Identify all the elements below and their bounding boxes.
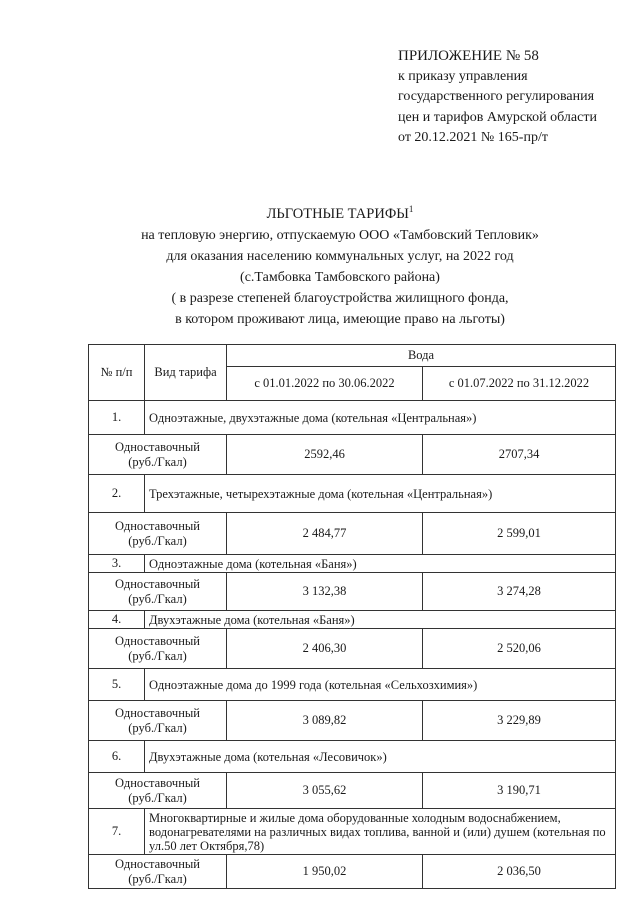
tariff-label: Одноставочный (руб./Гкал) (89, 629, 227, 669)
section-row (89, 611, 616, 629)
tariff-row (89, 573, 616, 611)
section-number: 7. (89, 809, 145, 855)
tariff-table (88, 344, 616, 889)
appendix-line: государственного регулирования (398, 89, 595, 104)
section-description: Многоквартирные и жилые дома оборудованные холодным водоснабжением, водонагревателями на различных видах топлива, ванной и (или) душем (котельная по ул.50 лет Октября,78) (145, 809, 616, 855)
section-row (89, 555, 616, 573)
title-line: (с.Тамбовка Тамбовского района) (240, 270, 440, 285)
tariff-value-period-1: 2 484,77 (227, 513, 423, 555)
section-description: Двухэтажные дома (котельная «Баня») (145, 611, 616, 629)
title-line: на тепловую энергию, отпускаемую ООО «Тамбовский Тепловик» (141, 228, 539, 243)
section-description: Одноэтажные, двухэтажные дома (котельная «Центральная») (145, 401, 616, 435)
tariff-value-period-1: 2 406,30 (227, 629, 423, 669)
section-number: 1. (89, 401, 145, 435)
tariff-label: Одноставочный (руб./Гкал) (89, 435, 227, 475)
header-num: № п/п (89, 345, 145, 401)
tariff-value-period-2: 3 274,28 (423, 573, 616, 611)
header-group: Вода (227, 345, 616, 367)
header-period-1: с 01.01.2022 по 30.06.2022 (227, 367, 423, 401)
section-description: Трехэтажные, четырехэтажные дома (котельная «Центральная») (145, 475, 616, 513)
header-period-2: с 01.07.2022 по 31.12.2022 (423, 367, 616, 401)
tariff-label: Одноставочный (руб./Гкал) (89, 855, 227, 889)
tariff-value-period-1: 1 950,02 (227, 855, 423, 889)
tariff-row (89, 855, 616, 889)
section-row (89, 669, 616, 701)
section-row (89, 809, 616, 855)
section-number: 2. (89, 475, 145, 513)
header-type: Вид тарифа (145, 345, 227, 401)
tariff-row (89, 701, 616, 741)
tariff-label: Одноставочный (руб./Гкал) (89, 701, 227, 741)
tariff-value-period-1: 2592,46 (227, 435, 423, 475)
tariff-row (89, 629, 616, 669)
tariff-value-period-2: 2 520,06 (423, 629, 616, 669)
tariff-row (89, 513, 616, 555)
section-number: 6. (89, 741, 145, 773)
section-description: Одноэтажные дома (котельная «Баня») (145, 555, 616, 573)
tariff-row (89, 435, 616, 475)
section-description: Одноэтажные дома до 1999 года (котельная «Сельхозхимия») (145, 669, 616, 701)
tariff-label: Одноставочный (руб./Гкал) (89, 773, 227, 809)
section-number: 5. (89, 669, 145, 701)
tariff-value-period-2: 2707,34 (423, 435, 616, 475)
tariff-value-period-2: 2 036,50 (423, 855, 616, 889)
page-title: ЛЬГОТНЫЕ ТАРИФЫ$^1$ (266, 204, 414, 222)
tariff-value-period-1: 3 055,62 (227, 773, 423, 809)
tariff-value-period-2: 2 599,01 (423, 513, 616, 555)
appendix-number: ПРИЛОЖЕНИЕ № 58 (398, 48, 539, 64)
title-line: в котором проживают лица, имеющие право на льготы) (175, 312, 505, 327)
title-line: для оказания населению коммунальных услуг, на 2022 год (166, 249, 514, 264)
tariff-value-period-2: 3 229,89 (423, 701, 616, 741)
section-number: 4. (89, 611, 145, 629)
section-number: 3. (89, 555, 145, 573)
appendix-line: цен и тарифов Амурской области (398, 109, 597, 125)
tariff-row (89, 773, 616, 809)
footnote-mark: 1 (408, 204, 414, 214)
section-description: Двухэтажные дома (котельная «Лесовичок») (145, 741, 616, 773)
table-body (89, 401, 616, 889)
section-row (89, 475, 616, 513)
section-row (89, 401, 616, 435)
title-line: ( в разрезе степеней благоустройства жилищного фонда, (171, 291, 509, 306)
tariff-label: Одноставочный (руб./Гкал) (89, 513, 227, 555)
section-row (89, 741, 616, 773)
tariff-value-period-2: 3 190,71 (423, 773, 616, 809)
tariff-value-period-1: 3 089,82 (227, 701, 423, 741)
tariff-label: Одноставочный (руб./Гкал) (89, 573, 227, 611)
tariff-value-period-1: 3 132,38 (227, 573, 423, 611)
appendix-date: от 20.12.2021 № 165-пр/т (398, 130, 548, 145)
document-title (140, 204, 540, 330)
appendix-line: к приказу управления (398, 68, 528, 84)
appendix-header (398, 46, 638, 149)
